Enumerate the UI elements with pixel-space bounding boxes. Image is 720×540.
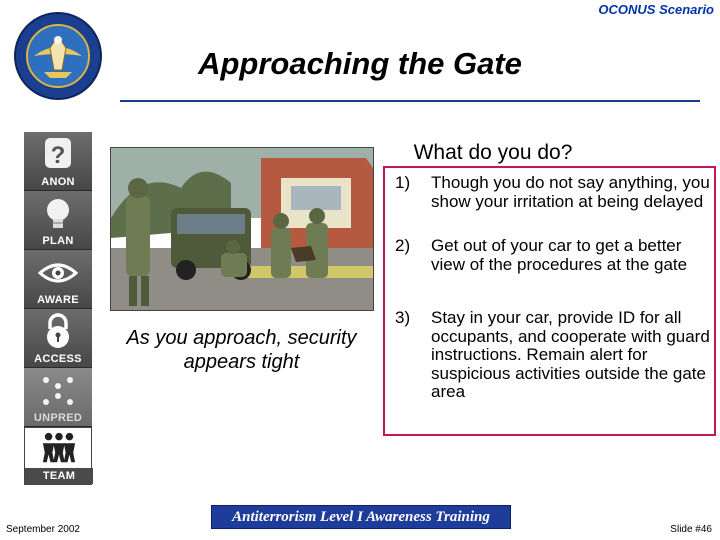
sidebar-item-team <box>24 427 92 485</box>
dod-seal-logo <box>14 12 102 100</box>
lightbulb-icon <box>38 195 78 233</box>
answer-number: 3) <box>395 308 411 327</box>
people-icon <box>33 430 85 466</box>
title-divider <box>120 100 700 102</box>
training-banner: Antiterrorism Level I Awareness Training <box>211 505 511 529</box>
scene-caption: As you approach, security appears tight <box>126 327 357 373</box>
question-mark-icon <box>38 136 78 174</box>
sidebar-item-unpred <box>24 368 92 427</box>
sidebar-item-label: PLAN <box>42 235 74 247</box>
answer-number: 2) <box>395 236 411 255</box>
svg-text:?: ? <box>50 142 66 169</box>
footer-date: September 2002 <box>6 524 80 535</box>
slide-title: Approaching the Gate <box>198 46 522 81</box>
sidebar-item-label: ANON <box>41 176 75 188</box>
sidebar-item-label: TEAM <box>25 468 93 484</box>
padlock-icon <box>38 313 78 351</box>
sidebar-item-label: UNPRED <box>33 412 83 424</box>
answer-text: Though you do not say anything, you show your irritation at being delayed <box>431 173 710 211</box>
answer-number: 1) <box>395 173 411 192</box>
slide-number: Slide #46 <box>670 524 712 535</box>
scenario-label: OCONUS Scenario <box>598 2 714 17</box>
sidebar-item-label: AWARE <box>37 294 79 306</box>
sidebar-item-access <box>24 309 92 368</box>
sidebar-item-plan <box>24 191 92 250</box>
gate-checkpoint-photo <box>110 147 374 311</box>
answer-text: Get out of your car to get a better view of the procedures at the gate <box>431 236 688 274</box>
answer-text: Stay in your car, provide ID for all occupants, and cooperate with guard instructions. Remain alert for suspicious activities outside the gate area <box>431 308 710 401</box>
awareness-sidebar <box>24 132 92 485</box>
question-prompt: What do you do? <box>413 141 573 164</box>
sidebar-item-aware <box>24 250 92 309</box>
eye-icon <box>38 254 78 292</box>
sidebar-item-anon <box>24 132 92 191</box>
dice-icon <box>38 372 78 410</box>
sidebar-item-label: ACCESS <box>34 353 82 365</box>
answer-options-box <box>383 166 716 436</box>
